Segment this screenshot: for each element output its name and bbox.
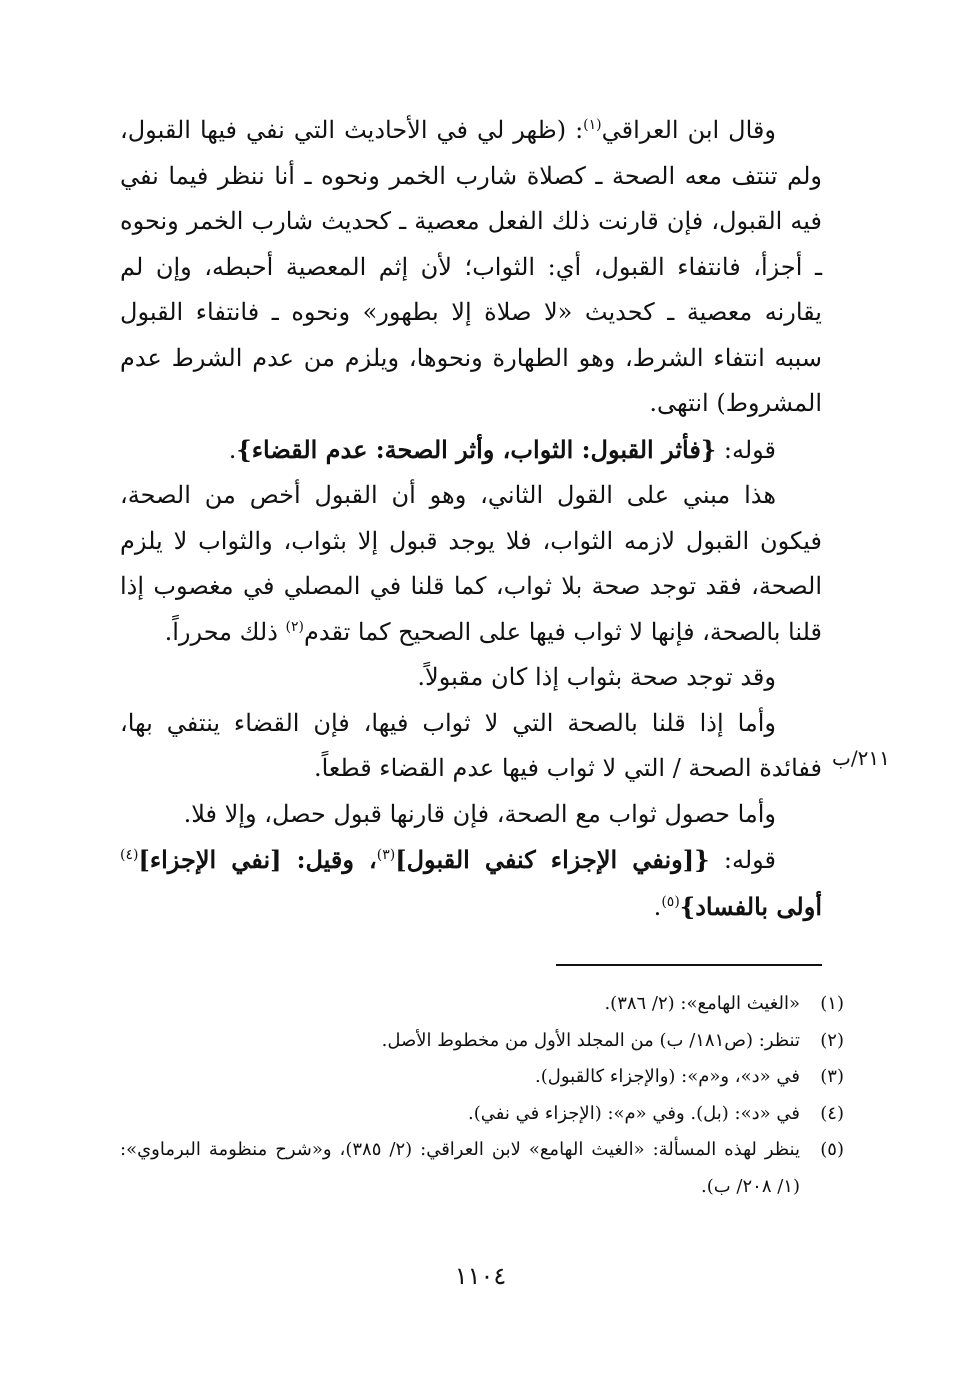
footnote-divider: [556, 964, 822, 966]
paragraph-thawab: [120, 792, 822, 838]
text-run: وقال ابن العراقي: [601, 116, 776, 144]
footnote-number: (٤): [820, 1102, 844, 1124]
footnote-text: في «د»، و«م»: (والإجزاء كالقبول).: [535, 1066, 800, 1087]
text-run: هذا مبني على القول الثاني، وهو أن القبول أخص من الصحة، فيكون القبول لازمه الثواب، فلا يوجد قبول إلا بثواب، والثواب لا يلزم الصحة، فقد توجد صحة بلا ثواب، كما قلنا في المصلي في مغصوب إذا قلنا بالصحة، فإنها لا ثواب فيها على الصحيح كما تقدم: [120, 481, 822, 646]
main-text: [120, 108, 822, 930]
footnote-ref-2[interactable]: (٢): [285, 618, 304, 635]
footnote-text: تنظر: (ص١٨١/ ب) من المجلد الأول من مخطوط الأصل.: [381, 1029, 800, 1051]
paragraph-matn-2: [120, 837, 822, 930]
text-run: : (ظهر لي في الأحاديث التي نفي فيها القبول، ولم تنتف معه الصحة ـ كصلاة شارب الخمر ونحوه ـ أنا ننظر فيما نفي فيه القبول، فإن قارنت ذلك الفعل معصية ـ كحديث شارب الخمر ونحوه ـ أجزأ، فانتفاء القبول، أي: الثواب؛ لأن إثم المعصية أحبطه، وإن لم يقارنه معصية ـ كحديث «لا صلاة إلا بطهور» ونحوه ـ فانتفاء القبول سببه انتفاء الشرط، وهو الطهارة ونحوها، ويلزم من عدم الشرط عدم المشروط) انتهى.: [120, 116, 822, 417]
text-run: قوله:: [716, 435, 776, 464]
text-run: ذلك محرراً.: [164, 617, 286, 646]
text-run: قوله:: [709, 846, 777, 874]
footnote-text: «الغيث الهامع»: (٢/ ٣٨٦).: [604, 993, 800, 1014]
page-number: ١١٠٤: [454, 1262, 507, 1290]
footnote-3: [120, 1059, 844, 1096]
matn-text: أولى بالفساد}: [679, 891, 822, 921]
footnote-text: ينظر لهذه المسألة: «الغيث الهامع» لابن العراقي: (٢/ ٣٨٥)، و«شرح منظومة البرماوي»: (١/ ٢٠٨/ ب).: [120, 1139, 800, 1197]
text-run: .: [228, 435, 237, 464]
footnote-4: [120, 1096, 844, 1133]
matn-text: ، وقيل: [نفي الإجزاء]: [138, 845, 377, 874]
paragraph-ibn-iraqi-quote: [120, 108, 822, 427]
paragraph-explanation: [120, 473, 822, 655]
footnote-number: (٢): [820, 1029, 844, 1051]
footnote-ref-5[interactable]: (٥): [661, 893, 680, 910]
paragraph-matn-1: [120, 427, 822, 474]
paragraph-short: [120, 655, 822, 701]
matn-text: {[ونفي الإجزاء كنفي القبول]: [395, 845, 710, 874]
footnote-ref-3[interactable]: (٣): [376, 847, 396, 863]
manuscript-folio-note: ٢١١/ب: [832, 746, 890, 770]
matn-text: {فأثر القبول: الثواب، وأثر الصحة: عدم القضاء}: [236, 434, 717, 464]
text-run: .: [653, 892, 662, 921]
footnote-number: (١): [820, 993, 844, 1014]
footnotes-section: [120, 986, 844, 1205]
footnote-5: [120, 1132, 844, 1205]
footnote-ref-4[interactable]: (٤): [120, 847, 139, 863]
footnote-text: في «د»: (بل). وفي «م»: (الإجزاء في نفي).: [468, 1102, 800, 1124]
text-run: وأما إذا قلنا بالصحة التي لا ثواب فيها، فإن القضاء ينتفي بها، ففائدة الصحة / التي لا ثواب فيها عدم القضاء قطعاً.: [120, 708, 822, 782]
text-run: وأما حصول ثواب مع الصحة، فإن قارنها قبول حصل، وإلا فلا.: [183, 799, 776, 828]
footnote-ref-1[interactable]: (١): [583, 117, 602, 133]
footnote-number: (٥): [820, 1139, 844, 1160]
text-run: وقد توجد صحة بثواب إذا كان مقبولاً.: [417, 663, 776, 691]
footnote-2: [120, 1023, 844, 1060]
footnote-1: [120, 986, 844, 1023]
footnote-number: (٣): [820, 1066, 844, 1087]
paragraph-qada: [120, 701, 822, 792]
